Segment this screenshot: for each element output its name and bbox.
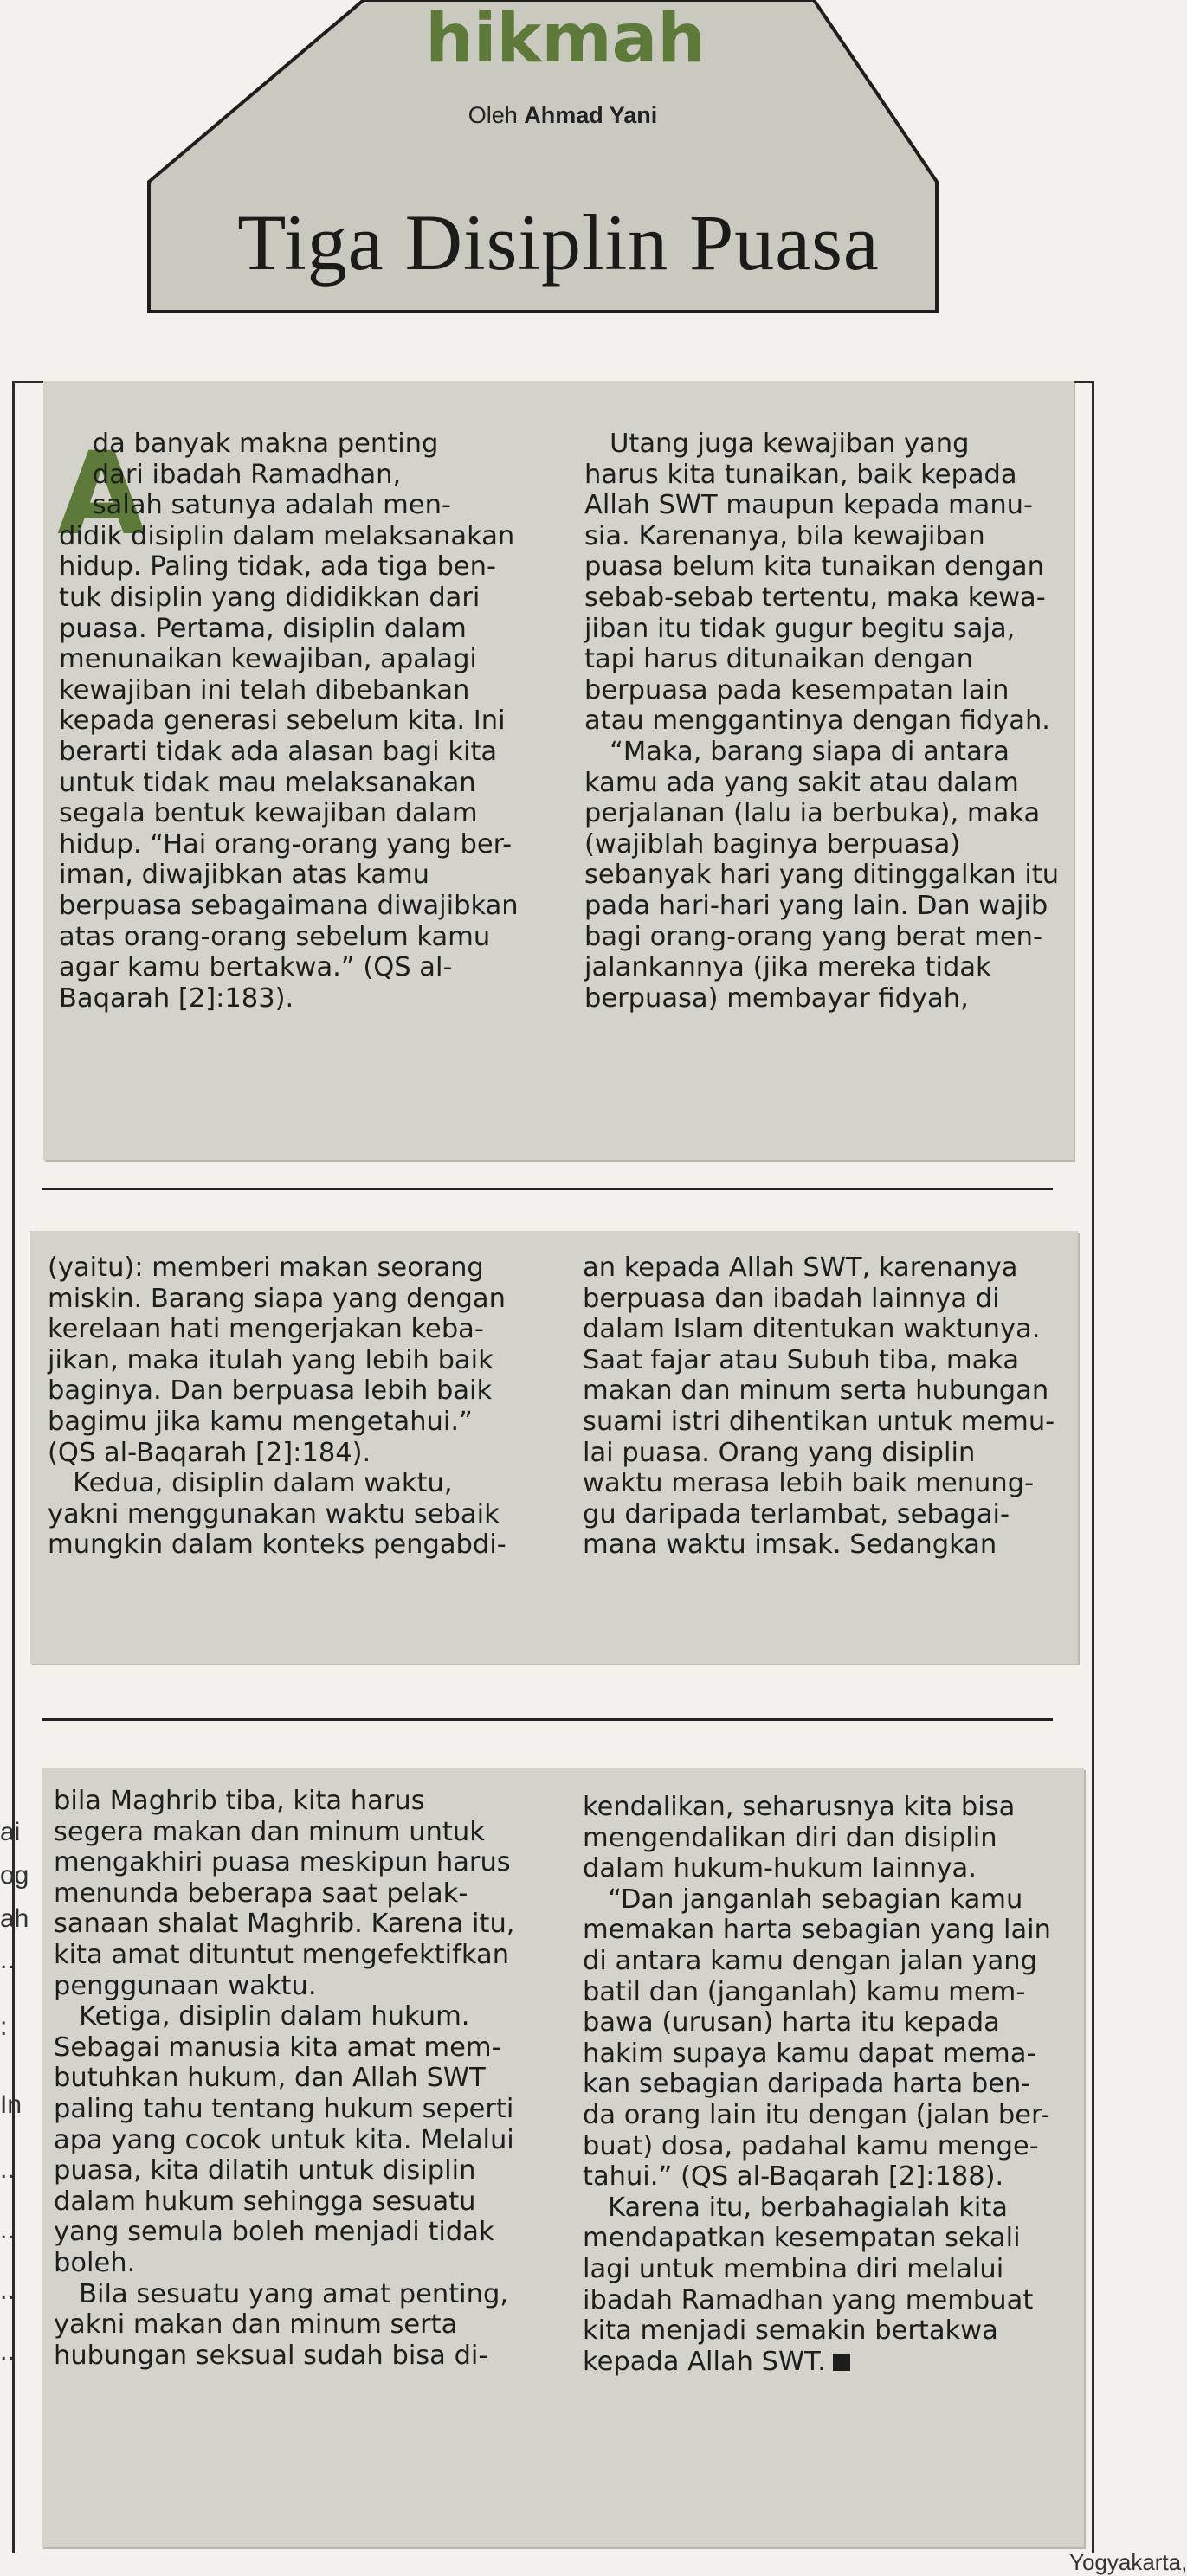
byline-prefix: Oleh: [468, 102, 518, 128]
byline: [381, 102, 745, 129]
section3-right-column: [583, 1792, 1051, 2377]
edge-fragment: ah: [0, 1904, 29, 1933]
section1-left-column: da banyak makna penting dari ibadah Ramadhan, salah satunya adalah men- didik disiplin dalam melaksanakan hidup. Paling tidak, ada tiga ben- tuk disiplin yang dididikkan dari puasa. Pertama, disiplin dalam menunaikan kewajiban, apalagi kewajiban ini telah dibebankan kepada generasi sebelum kita. Ini berarti tidak ada alasan bagi kita untuk tidak mau melaksanakan segala bentuk kewajiban dalam hidup. “Hai orang-orang yang ber- iman, diwajibkan atas kamu berpuasa sebagaimana diwajibkan atas orang-orang sebelum kamu agar kamu bertakwa.” (QS al- Baqarah [2]:183).: [59, 428, 519, 1014]
edge-fragment: ..: [0, 2216, 15, 2244]
article-title: Tiga Disiplin Puasa: [237, 198, 880, 287]
edge-fragment: In: [0, 2090, 23, 2119]
drop-cap: A: [57, 428, 146, 561]
edge-fragment: og: [0, 1861, 29, 1890]
section2-right-column: an kepada Allah SWT, karenanya berpuasa dan ibadah lainnya di dalam Islam ditentukan waktunya. Saat fajar atau Subuh tiba, maka makan dan minum serta hubungan suami istri dihentikan untuk memu- lai puasa. Orang yang disiplin waktu merasa lebih baik menung- gu daripada terlambat, sebagai- mana waktu imsak. Sedangkan: [583, 1253, 1055, 1561]
divider-1: [42, 1188, 1053, 1190]
end-mark-icon: [833, 2354, 850, 2371]
edge-fragment: ..: [0, 2337, 15, 2366]
section1-right-column: Utang juga kewajiban yang harus kita tunaikan, baik kepada Allah SWT maupun kepada manu- sia. Karenanya, bila kewajiban puasa belum kita tunaikan dengan sebab-sebab tertentu, maka kewa- jiban itu tidak gugur begitu saja, tapi harus ditunaikan dengan berpuasa pada kesempatan lain atau menggantinya dengan fidyah. “Maka, barang siapa di antara kamu ada yang sakit atau dalam perjalanan (lalu ia berbuka), maka (wajiblah baginya berpuasa) sebanyak hari yang ditinggalkan itu pada hari-hari yang lain. Dan wajib bagi orang-orang yang berat men- jalankannya (jika mereka tidak berpuasa) membayar fidyah,: [584, 428, 1060, 1014]
edge-fragment: ai: [0, 1818, 21, 1846]
section2-left-column: (yaitu): memberi makan seorang miskin. Barang siapa yang dengan kerelaan hati mengerjakan keba- jikan, maka itulah yang lebih baik baginya. Dan berpuasa lebih baik bagimu jika kamu mengetahui.” (QS al-Baqarah [2]:184). Kedua, disiplin dalam waktu, yakni menggunakan waktu sebaik mungkin dalam konteks pengabdi-: [48, 1253, 506, 1561]
adjacent-clipping-fragment-right: Yogyakarta,: [1069, 2549, 1187, 2575]
byline-author: Ahmad Yani: [524, 102, 658, 128]
edge-fragment: ..: [0, 1946, 15, 1974]
edge-fragment: :: [0, 2012, 8, 2041]
adjacent-clipping-fragments: [0, 1748, 29, 2528]
edge-fragment: ..: [0, 2155, 15, 2184]
section-kicker: hikmah: [425, 0, 706, 78]
header: [0, 0, 1114, 320]
section3-right-text: kendalikan, seharusnya kita bisa mengendalikan diri dan disiplin dalam hukum-hukum lainnya. “Dan janganlah sebagian kamu memakan harta sebagian yang lain di antara kamu dengan jalan yang batil dan (janganlah) kamu mem- bawa (urusan) harta itu kepada hakim supaya kamu dapat mema- kan sebagian daripada harta ben- da orang lain itu dengan (jalan ber- buat) dosa, padahal kamu menge- tahui.” (QS al-Baqarah [2]:188). Karena itu, berbahagialah kita mendapatkan kesempatan sekali lagi untuk membina diri melalui ibadah Ramadhan yang membuat kita menjadi semakin bertakwa kepada Allah SWT.: [583, 1792, 1051, 2377]
section3-left-column: bila Maghrib tiba, kita harus segera makan dan minum untuk mengakhiri puasa meskipun harus menunda beberapa saat pelak- sanaan shalat Maghrib. Karena itu, kita amat dituntut mengefektifkan penggunaan waktu. Ketiga, disiplin dalam hukum. Sebagai manusia kita amat mem- butuhkan hukum, dan Allah SWT paling tahu tentang hukum seperti apa yang cocok untuk kita. Melalui puasa, kita dilatih untuk disiplin dalam hukum sehingga sesuatu yang semula boleh menjadi tidak boleh. Bila sesuatu yang amat penting, yakni makan dan minum serta hubungan seksual sudah bisa di-: [54, 1786, 515, 2371]
divider-2: [42, 1718, 1053, 1721]
edge-fragment: ..: [0, 2277, 15, 2305]
